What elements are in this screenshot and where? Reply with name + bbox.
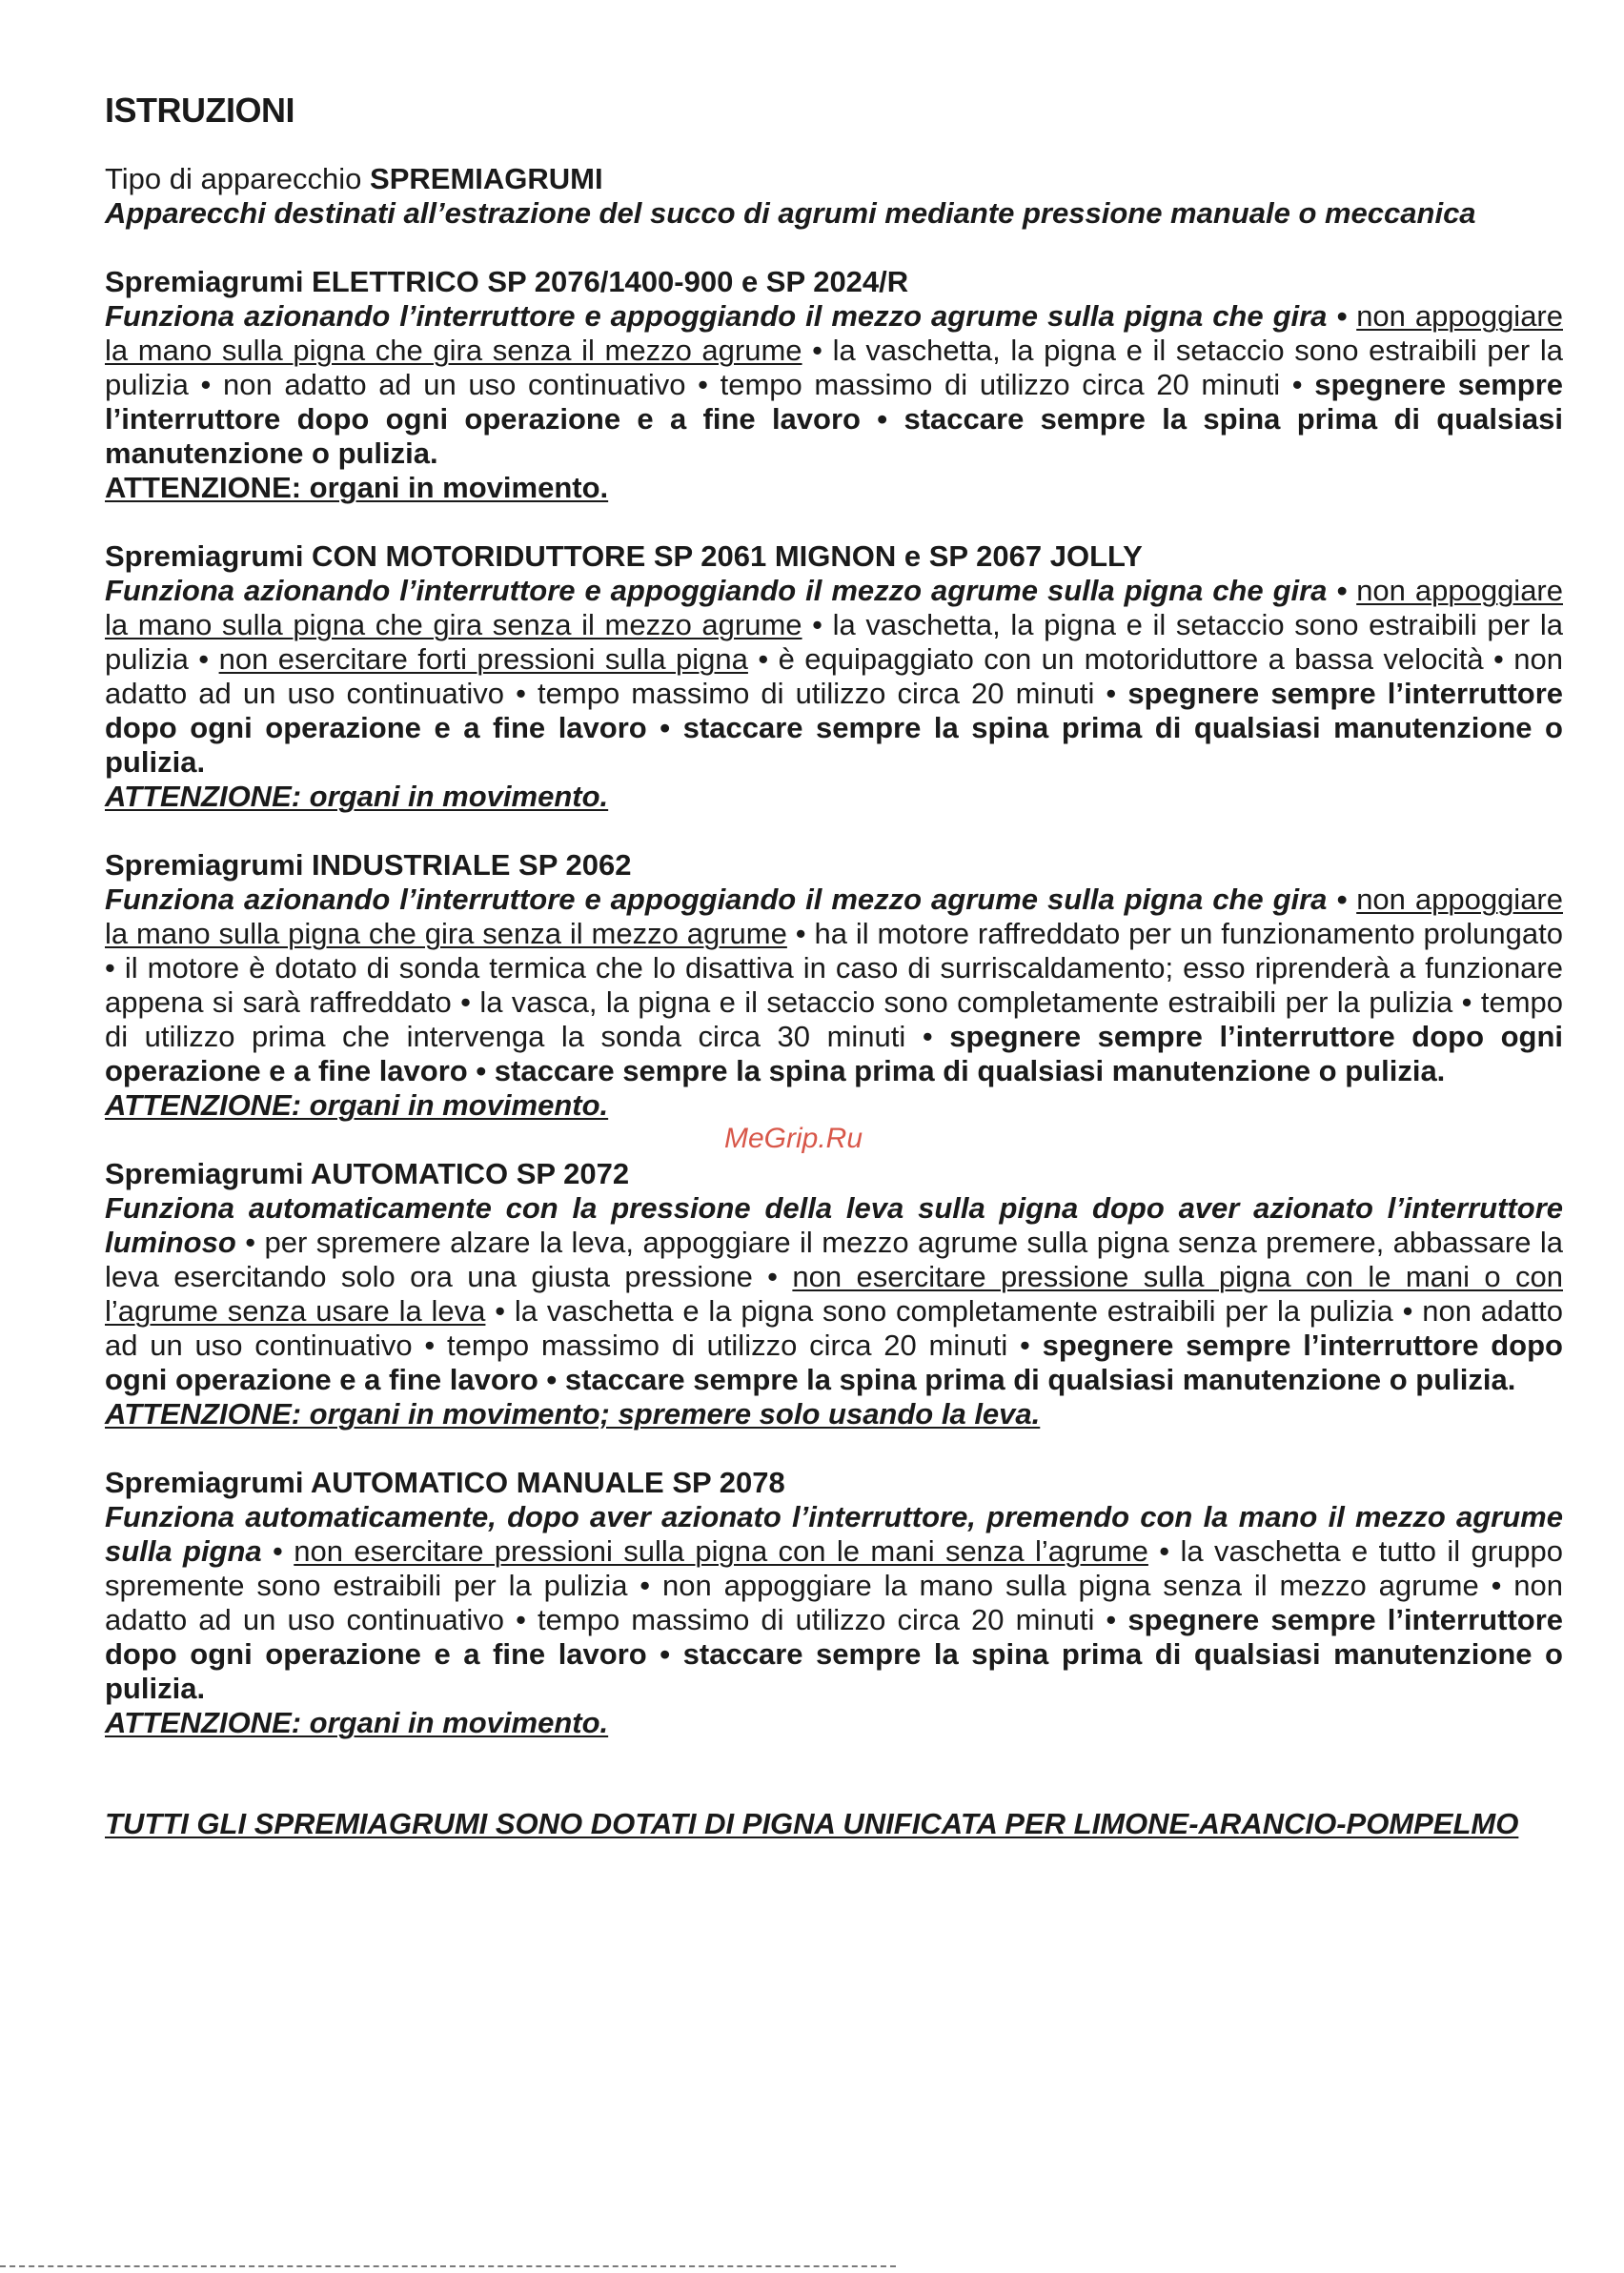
section-heading: Spremiagrumi AUTOMATICO SP 2072 — [105, 1157, 630, 1190]
section-body — [105, 883, 1563, 1088]
section-text-safety: spegnere sempre l’interruttore dopo ogni operazione e a fine lavoro • staccare sempre la spina prima di qualsiasi manutenzione o pulizia. — [105, 677, 1564, 779]
section-warning: ATTENZIONE: organi in movimento; spremere solo usando la leva. — [105, 1397, 1041, 1431]
section-text-safety: spegnere sempre l’interruttore dopo ogni operazione e a fine lavoro • staccare sempre la spina prima di qualsiasi manutenzione o pulizia. — [105, 1020, 1563, 1087]
watermark: MeGrip.Ru — [724, 1123, 863, 1154]
section-automatico — [105, 1157, 1563, 1431]
section-text-safety: spegnere sempre l’interruttore dopo ogni operazione e a fine lavoro • staccare sempre la spina prima di qualsiasi manutenzione o pulizia. — [105, 1329, 1563, 1396]
section-text-details: • ha il motore raffreddato per un funzionamento prolungato • il motore è dotato di sonda termica che lo disattiva in caso di surriscaldamento; esso riprenderà a funzionare appena si sarà raffreddato • la vasca, la pigna e il setaccio sono completamente estraibili per la pulizia • tempo di utilizzo prima che intervenga la sonda circa 30 minuti • — [105, 917, 1563, 1053]
section-warning: ATTENZIONE: organi in movimento. — [105, 780, 609, 813]
section-body — [105, 1500, 1563, 1706]
section-warning: ATTENZIONE: organi in movimento. — [105, 1706, 609, 1739]
section-warning: ATTENZIONE: organi in movimento. — [105, 1088, 609, 1122]
section-text-safety: spegnere sempre l’interruttore dopo ogni operazione e a fine lavoro • staccare sempre la spina prima di qualsiasi manutenzione o pulizia. — [105, 1603, 1564, 1705]
section-text-caution: non esercitare pressione sulla pigna con le mani o con l’agrume senza usare la leva — [105, 1260, 1563, 1328]
section-industriale — [105, 848, 1563, 1123]
intro-description: Apparecchi destinati all’estrazione del succo di agrumi mediante pressione manuale o meccanica — [105, 196, 1476, 230]
section-text-instructions: • per spremere alzare la leva, appoggiare il mezzo agrume sulla pigna senza premere, abbassare la leva esercitando solo ora una giusta pressione • — [105, 1226, 1563, 1293]
section-text-operation: Funziona azionando l’interruttore e appoggiando il mezzo agrume sulla pigna che gira • — [105, 299, 1357, 333]
section-text-caution: non appoggiare la mano sulla pigna che gira senza il mezzo agrume — [105, 574, 1563, 641]
section-body — [105, 299, 1563, 471]
section-heading: Spremiagrumi INDUSTRIALE SP 2062 — [105, 848, 632, 882]
section-text-operation: Funziona azionando l’interruttore e appoggiando il mezzo agrume sulla pigna che gira • — [105, 883, 1357, 916]
section-heading: Spremiagrumi CON MOTORIDUTTORE SP 2061 MIGNON e SP 2067 JOLLY — [105, 539, 1143, 573]
section-automatico-manuale — [105, 1466, 1563, 1740]
section-text-operation: Funziona azionando l’interruttore e appoggiando il mezzo agrume sulla pigna che gira • — [105, 574, 1357, 607]
section-text-details: • la vaschetta, la pigna e il setaccio sono estraibili per la pulizia • — [105, 608, 1563, 676]
section-text-details: • la vaschetta e la pigna sono completamente estraibili per la pulizia • non adatto ad un uso continuativo • tempo massimo di utilizzo circa 20 minuti • — [105, 1294, 1563, 1362]
section-body — [105, 574, 1563, 780]
section-text-details: • la vaschetta e tutto il gruppo spremente sono estraibili per la pulizia • non appoggiare la mano sulla pigna senza il mezzo agrume • non adatto ad un uso continuativo • tempo massimo di utilizzo circa 20 minuti • — [105, 1534, 1563, 1636]
section-text-details-more: • è equipaggiato con un motoriduttore a bassa velocità • non adatto ad un uso continuativo • tempo massimo di utilizzo circa 20 minuti • — [105, 642, 1563, 710]
section-heading: Spremiagrumi ELETTRICO SP 2076/1400-900 e SP 2024/R — [105, 265, 909, 298]
section-motoriduttore — [105, 539, 1563, 814]
section-text-details: • la vaschetta, la pigna e il setaccio sono estraibili per la pulizia • non adatto ad un uso continuativo • tempo massimo di utilizzo circa 20 minuti • — [105, 334, 1563, 401]
section-heading: Spremiagrumi AUTOMATICO MANUALE SP 2078 — [105, 1466, 785, 1499]
section-elettrico — [105, 265, 1563, 505]
section-text-caution: non appoggiare la mano sulla pigna che gira senza il mezzo agrume — [105, 299, 1563, 367]
section-text-caution: non appoggiare la mano sulla pigna che gira senza il mezzo agrume — [105, 883, 1563, 950]
section-text-separator: • — [261, 1534, 294, 1568]
final-note: TUTTI GLI SPREMIAGRUMI SONO DOTATI DI PIGNA UNIFICATA PER LIMONE-ARANCIO-POMPELMO — [105, 1807, 1519, 1840]
type-value: SPREMIAGRUMI — [370, 162, 603, 195]
document-page — [105, 88, 1563, 1841]
type-label: Tipo di apparecchio — [105, 162, 371, 195]
section-warning: ATTENZIONE: organi in movimento. — [105, 471, 609, 504]
intro — [105, 162, 1563, 231]
section-text-caution: non esercitare pressioni sulla pigna con le mani senza l’agrume — [294, 1534, 1148, 1568]
section-text-caution-pressure: non esercitare forti pressioni sulla pigna — [218, 642, 748, 676]
page-title: ISTRUZIONI — [105, 91, 294, 130]
section-body — [105, 1191, 1563, 1397]
section-text-safety: spegnere sempre l’interruttore dopo ogni operazione e a fine lavoro • staccare sempre la spina prima di qualsiasi manutenzione o pulizia. — [105, 368, 1564, 470]
page-bottom-divider — [0, 2265, 896, 2267]
section-text-operation: Funziona automaticamente, dopo aver azionato l’interruttore, premendo con la mano il mezzo agrume sulla pigna — [105, 1500, 1563, 1568]
section-text-operation: Funziona automaticamente con la pressione della leva sulla pigna dopo aver azionato l’interruttore luminoso — [105, 1191, 1563, 1259]
